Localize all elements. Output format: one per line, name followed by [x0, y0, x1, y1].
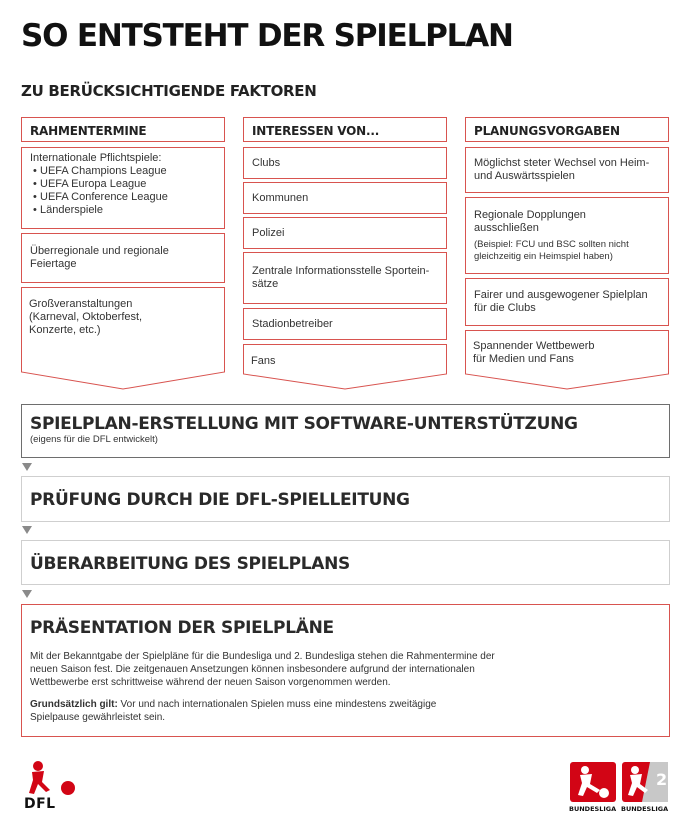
factor-box-fairer-spielplan — [465, 278, 669, 326]
stage-paragraph — [30, 650, 669, 689]
factor-box-heim-auswaerts — [465, 147, 669, 193]
stage-ueberarbeitung — [21, 540, 670, 585]
factor-text: Regionale Dopplungen — [474, 208, 586, 221]
paragraph-line: neuen Saison fest. Die zeitgenauen Ansetzungen können insbesondere aufgrund der internationalen — [30, 664, 475, 675]
bundesliga-2-number: 2 — [656, 770, 668, 789]
down-arrow-icon — [22, 590, 32, 598]
column-heading-rahmentermine: RAHMENTERMINE — [21, 117, 225, 142]
factor-box-grossveranstaltungen — [21, 287, 225, 367]
factor-box-international — [21, 147, 225, 229]
factor-text: Fairer und ausgewogener Spielplan — [474, 289, 648, 301]
down-arrow-icon — [22, 526, 32, 534]
factor-text: Fans — [251, 354, 276, 367]
factor-text: Kommunen — [252, 191, 309, 204]
factor-box-feiertage — [21, 233, 225, 283]
bundesliga-2-wordmark: BUNDESLIGA — [621, 805, 669, 813]
stage-title: PRÜFUNG DURCH DIE DFL-SPIELLEITUNG — [30, 490, 410, 510]
factor-text: und Auswärtsspielen — [474, 170, 575, 182]
stage-software — [21, 404, 670, 458]
emphasis-label: Grundsätzlich gilt: — [30, 699, 118, 710]
dfl-logo-icon — [20, 760, 86, 798]
paragraph-line: Wettbewerbe erst schrittweise während der neuen Saison vorgenommen werden. — [30, 677, 391, 688]
factor-text: (Karneval, Oktoberfest, — [29, 311, 143, 323]
list-item: • UEFA Champions League — [30, 165, 216, 178]
factor-box-polizei — [243, 217, 447, 249]
factor-box-clubs — [243, 147, 447, 179]
factor-box-regionale-dopplungen — [465, 197, 669, 274]
stage-paragraph — [30, 698, 669, 724]
factor-text: Clubs — [252, 156, 281, 169]
paragraph-text: Vor und nach internationalen Spielen muss eine mindestens zweitägige — [117, 699, 437, 710]
list-item: • Länderspiele — [30, 204, 216, 217]
factor-box-kommunen — [243, 182, 447, 214]
column-heading-interessen: INTERESSEN VON... — [243, 117, 447, 142]
section-subtitle: ZU BERÜCKSICHTIGENDE FAKTOREN — [21, 82, 317, 100]
factor-note: (Beispiel: FCU und BSC sollten nicht — [474, 238, 629, 250]
factor-text: für die Clubs — [474, 302, 536, 314]
factor-box-zis — [243, 252, 447, 304]
factor-text: Großveranstaltungen — [29, 298, 133, 310]
list-item: • UEFA Europa League — [30, 178, 216, 191]
stage-title: PRÄSENTATION DER SPIELPLÄNE — [30, 618, 334, 638]
column-heading-planungsvorgaben: PLANUNGSVORGABEN — [465, 117, 669, 142]
factor-text: Überregionale und regionale Feiertage — [30, 245, 169, 270]
stage-note: (eigens für die DFL entwickelt) — [30, 434, 158, 445]
factor-text: Spannender Wettbewerb — [473, 340, 595, 352]
factor-text: Möglichst steter Wechsel von Heim- — [474, 157, 650, 169]
factor-text: Stadionbetreiber — [252, 317, 333, 330]
stage-title: ÜBERARBEITUNG DES SPIELPLANS — [30, 554, 350, 574]
paragraph-line: Mit der Bekanntgabe der Spielpläne für die Bundesliga und 2. Bundesliga stehen die Rahmentermine der — [30, 651, 495, 662]
page-title: SO ENTSTEHT DER SPIELPLAN — [21, 18, 513, 54]
stage-praesentation — [21, 604, 670, 737]
factor-box-stadionbetreiber — [243, 308, 447, 340]
paragraph-line: Spielpause gewährleistet sein. — [30, 712, 166, 723]
paragraph-line — [30, 698, 669, 711]
factor-box-wettbewerb — [465, 330, 669, 376]
down-arrow-icon — [22, 463, 32, 471]
factor-text: Internationale Pflichtspiele: — [30, 152, 162, 164]
bundesliga-wordmark: BUNDESLIGA — [569, 805, 617, 813]
factor-text: ausschließen — [474, 221, 539, 234]
stage-pruefung — [21, 476, 670, 522]
factor-text: Konzerte, etc.) — [29, 324, 101, 336]
factor-text: für Medien und Fans — [473, 353, 574, 365]
factor-box-fans — [243, 344, 447, 378]
list-item: • UEFA Conference League — [30, 191, 216, 204]
bullet-list — [30, 165, 216, 217]
factor-text: Zentrale Informationsstelle Sportein- — [252, 265, 430, 277]
factor-text: sätze — [252, 278, 279, 290]
factor-note: gleichzeitig ein Heimspiel haben) — [474, 250, 613, 262]
factor-text: Polizei — [252, 226, 285, 239]
dfl-wordmark: DFL — [24, 796, 56, 812]
stage-title: SPIELPLAN-ERSTELLUNG MIT SOFTWARE-UNTERSTÜTZUNG — [30, 414, 578, 434]
bundesliga-logo-icon — [570, 762, 616, 802]
